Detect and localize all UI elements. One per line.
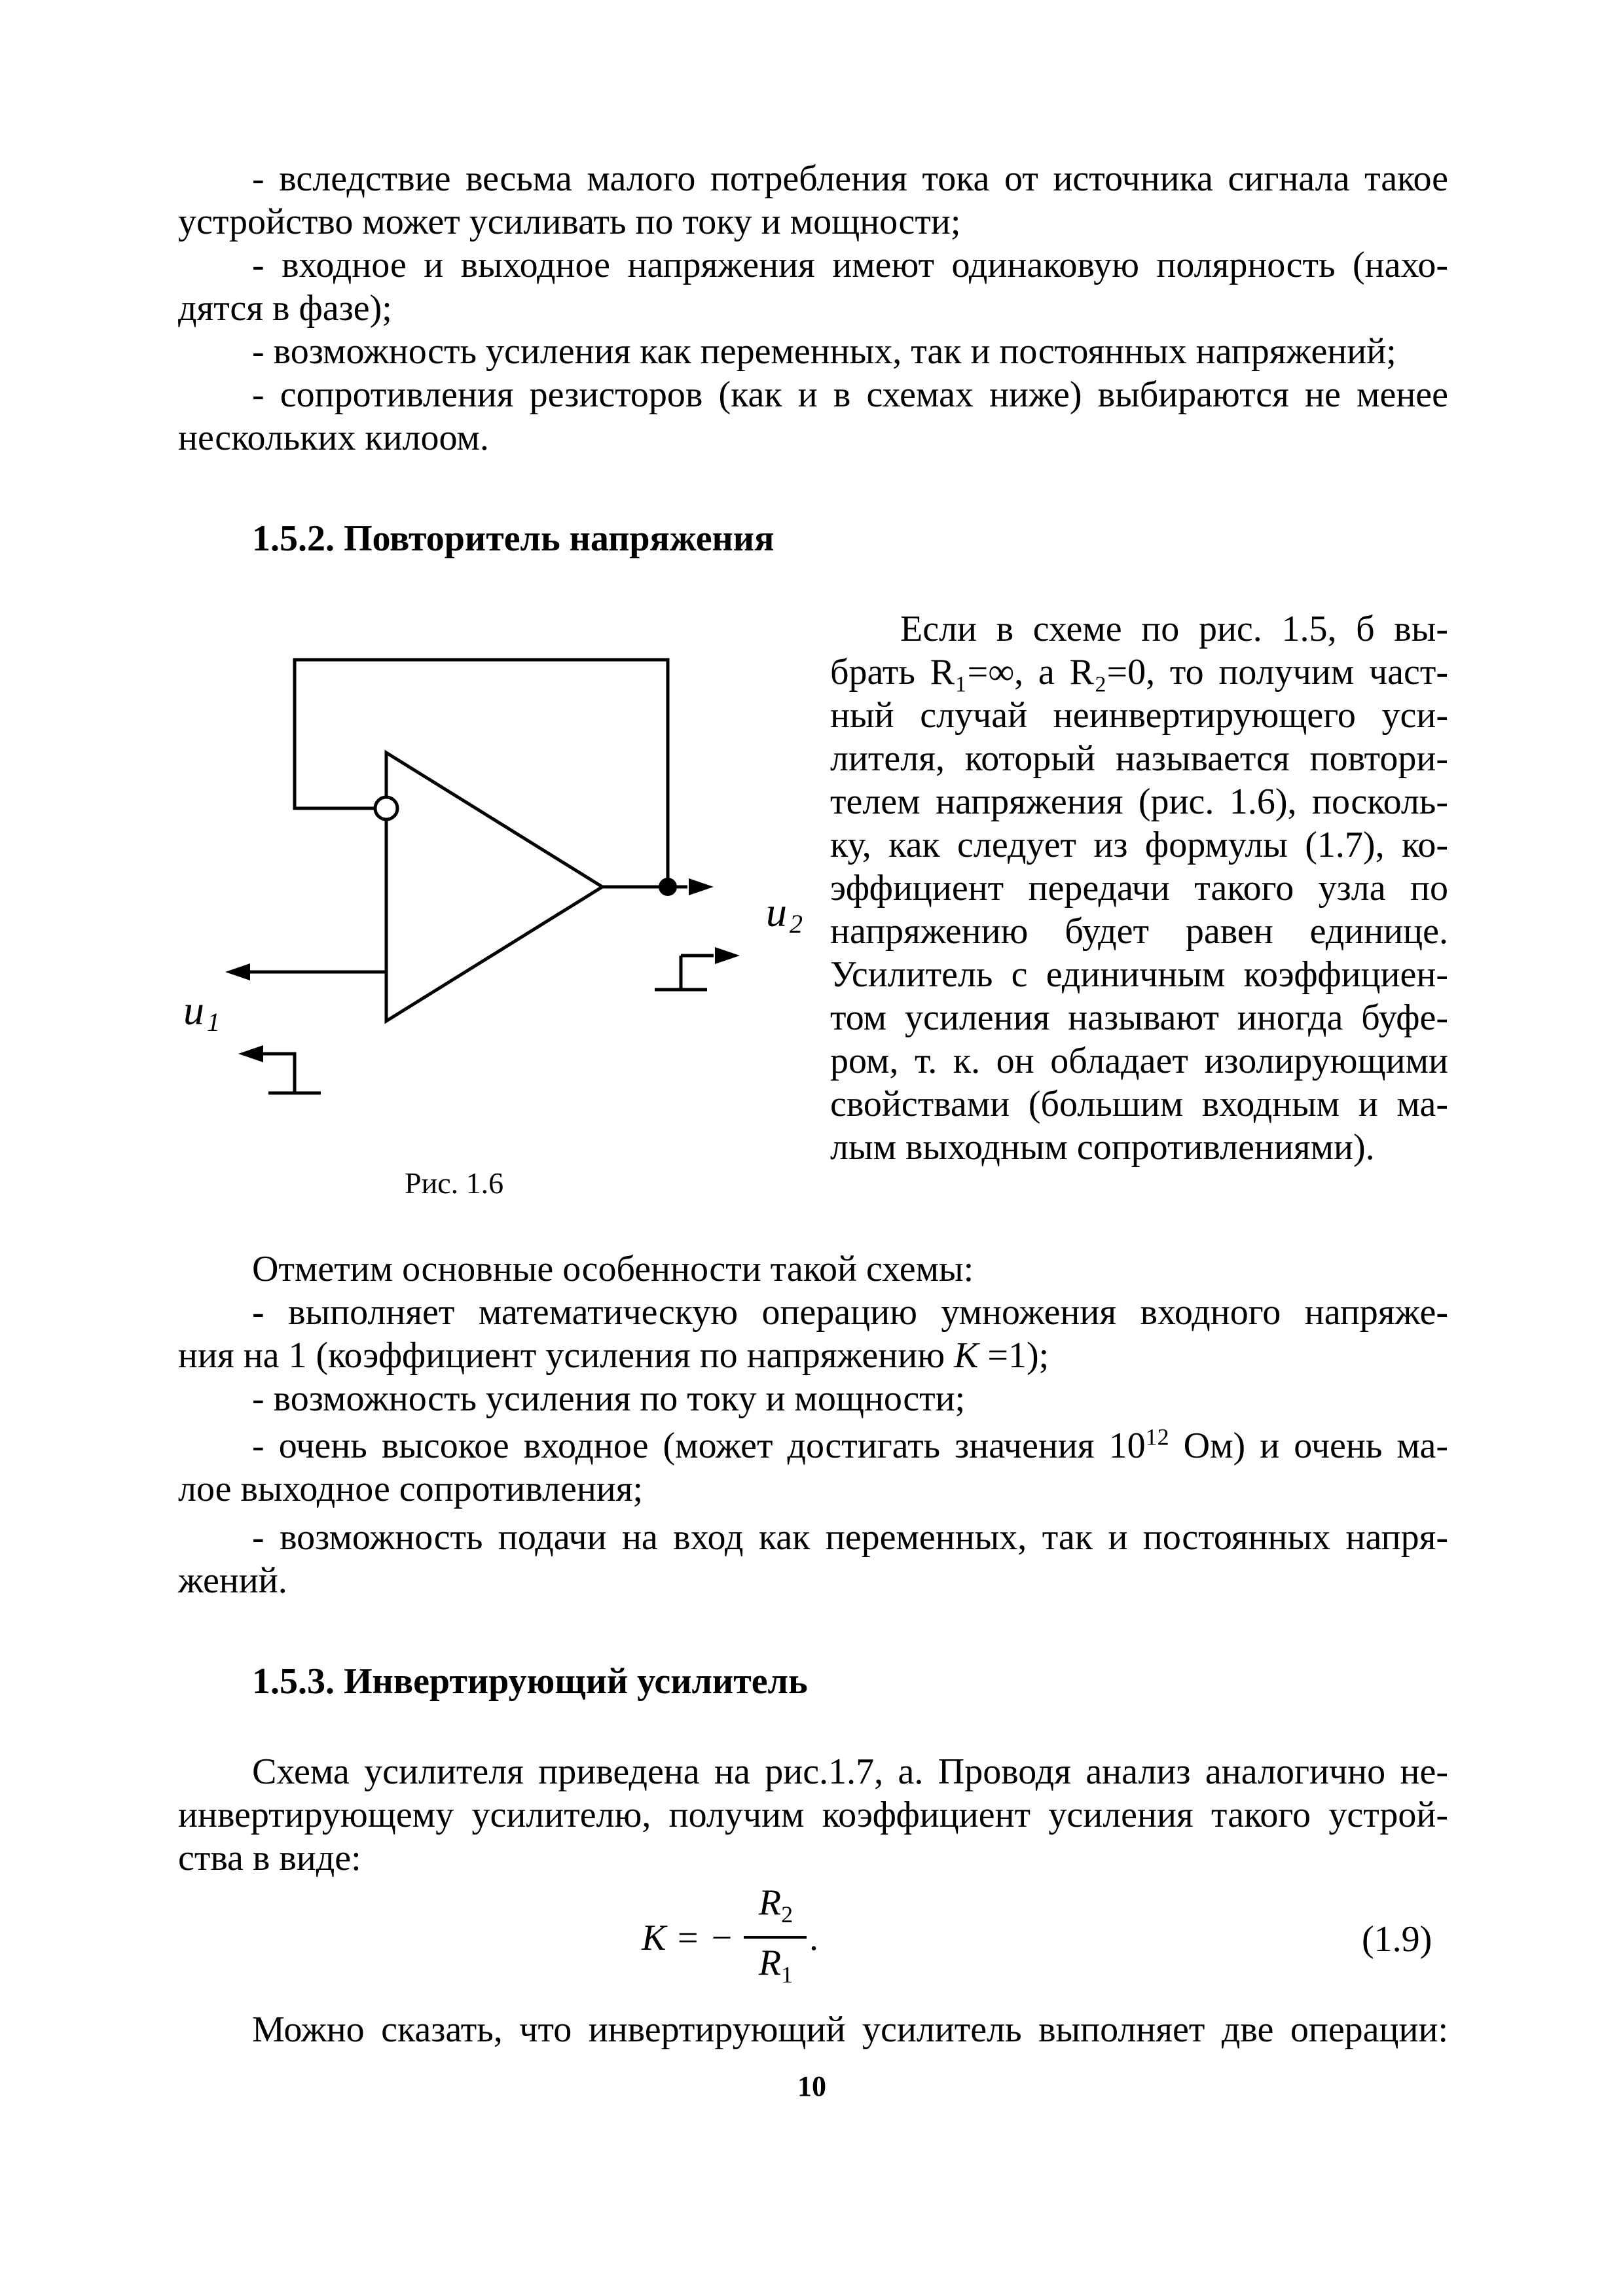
equation-lhs: [642, 1916, 734, 1960]
subscript: 2: [781, 1901, 793, 1928]
r-symbol: R: [758, 1882, 782, 1923]
feature-1-line-2: [178, 1334, 1448, 1377]
input-arrowhead: [225, 963, 250, 980]
paragraph-line: ром, т. к. он обладает изолирующими: [830, 1041, 1448, 1081]
paragraph-line: инвертирующему усилителю, получим коэффициент усиления такого устрой-: [178, 1795, 1448, 1835]
feature-3-line-2: лое выходное сопротивления;: [178, 1469, 644, 1509]
section-heading-1-5-3: 1.5.3. Инвертирующий усилитель: [252, 1661, 808, 1702]
subscript: 1: [781, 1962, 793, 1988]
paragraph-line: Усилитель с единичным коэффициен-: [830, 954, 1448, 995]
features-intro: Отметим основные особенности такой схемы:: [252, 1249, 974, 1289]
paragraph-line: Можно сказать, что инвертирующий усилитель выполняет две операции:: [252, 2009, 1448, 2050]
inverting-input-bubble: [375, 797, 397, 819]
equation-number: (1.9): [1362, 1919, 1432, 1960]
feature-1-line-1: - выполняет математическую операцию умножения входного напряже-: [252, 1292, 1448, 1333]
equation-period: .: [809, 1918, 818, 1958]
op-amp-triangle: [386, 753, 602, 1021]
label-u2: u 2: [766, 889, 803, 939]
input-ground-symbol: [262, 1054, 295, 1093]
list-item-2-line-1: - входное и выходное напряжения имеют одинаковую полярность (нахо-: [252, 245, 1448, 285]
paragraph-line: ства в виде:: [178, 1838, 361, 1878]
paragraph-line: эффициент передачи такого узла по: [830, 868, 1448, 908]
voltage-follower-diagram: [157, 648, 825, 1145]
list-item-1-line-2: устройство может усиливать по току и мощности;: [178, 202, 961, 242]
input-ground-arrowhead: [238, 1045, 263, 1062]
exponent: 12: [1145, 1424, 1169, 1450]
k-symbol: K: [954, 1335, 979, 1376]
feature-4-line-1: - возможность подачи на вход как переменных, так и постоянных напря-: [252, 1517, 1448, 1558]
fraction-bar: [744, 1936, 807, 1939]
section-heading-1-5-2: 1.5.2. Повторитель напряжения: [252, 518, 775, 559]
paragraph-line: телем напряжения (рис. 1.6), посколь-: [830, 781, 1448, 822]
equation-numerator: [746, 1881, 805, 1928]
feature-2: - возможность усиления по току и мощности;: [252, 1378, 966, 1419]
paragraph-line: напряжению будет равен единице.: [830, 911, 1448, 952]
text: ния на 1 (коэффициент усиления по напряжению: [178, 1335, 955, 1376]
paragraph-line: том усиления называют иногда буфе-: [830, 997, 1448, 1038]
list-item-4-line-2: нескольких килоом.: [178, 418, 489, 458]
equation-denominator: [746, 1941, 805, 1988]
paragraph-line: свойствами (большим входным и ма-: [830, 1084, 1448, 1124]
label-u1: u 1: [183, 987, 220, 1037]
list-item-4-line-1: - сопротивления резисторов (как и в схемах ниже) выбираются не менее: [252, 374, 1448, 415]
r-symbol: R: [758, 1943, 782, 1983]
figure-caption: Рис. 1.6: [405, 1166, 504, 1200]
paragraph-line: Если в схеме по рис. 1.5, б вы-: [900, 609, 1448, 649]
paragraph-line: [830, 651, 1448, 694]
paragraph-line: лым выходным сопротивлениями).: [830, 1127, 1375, 1168]
text: Ом) и очень ма-: [1169, 1426, 1448, 1466]
text: - очень высокое входное (может достигать значения 10: [252, 1426, 1146, 1466]
list-item-2-line-2: дятся в фазе);: [178, 288, 392, 329]
text: брать R₁=∞, а R₂=0, то получим част-: [830, 652, 1448, 692]
page-number: 10: [797, 2070, 826, 2102]
feature-4-line-2: жений.: [178, 1560, 287, 1601]
output-junction-dot: [659, 878, 677, 896]
text: =1);: [978, 1335, 1049, 1376]
list-item-1-line-1: - вследствие весьма малого потребления тока от источника сигнала такое: [252, 158, 1448, 199]
output-ground-arrowhead: [715, 947, 740, 964]
paragraph-line: Схема усилителя приведена на рис.1.7, а. Проводя анализ аналогично не-: [252, 1751, 1448, 1792]
paragraph-line: ный случай неинвертирующего уси-: [830, 695, 1448, 736]
output-arrowhead: [689, 878, 714, 895]
feature-3-line-1: [252, 1424, 1448, 1467]
paragraph-line: лителя, который называется повтори-: [830, 738, 1448, 779]
k-symbol: K = −: [642, 1918, 734, 1958]
paragraph-line: ку, как следует из формулы (1.7), ко-: [830, 825, 1448, 865]
list-item-3: - возможность усиления как переменных, так и постоянных напряжений;: [252, 331, 1396, 372]
